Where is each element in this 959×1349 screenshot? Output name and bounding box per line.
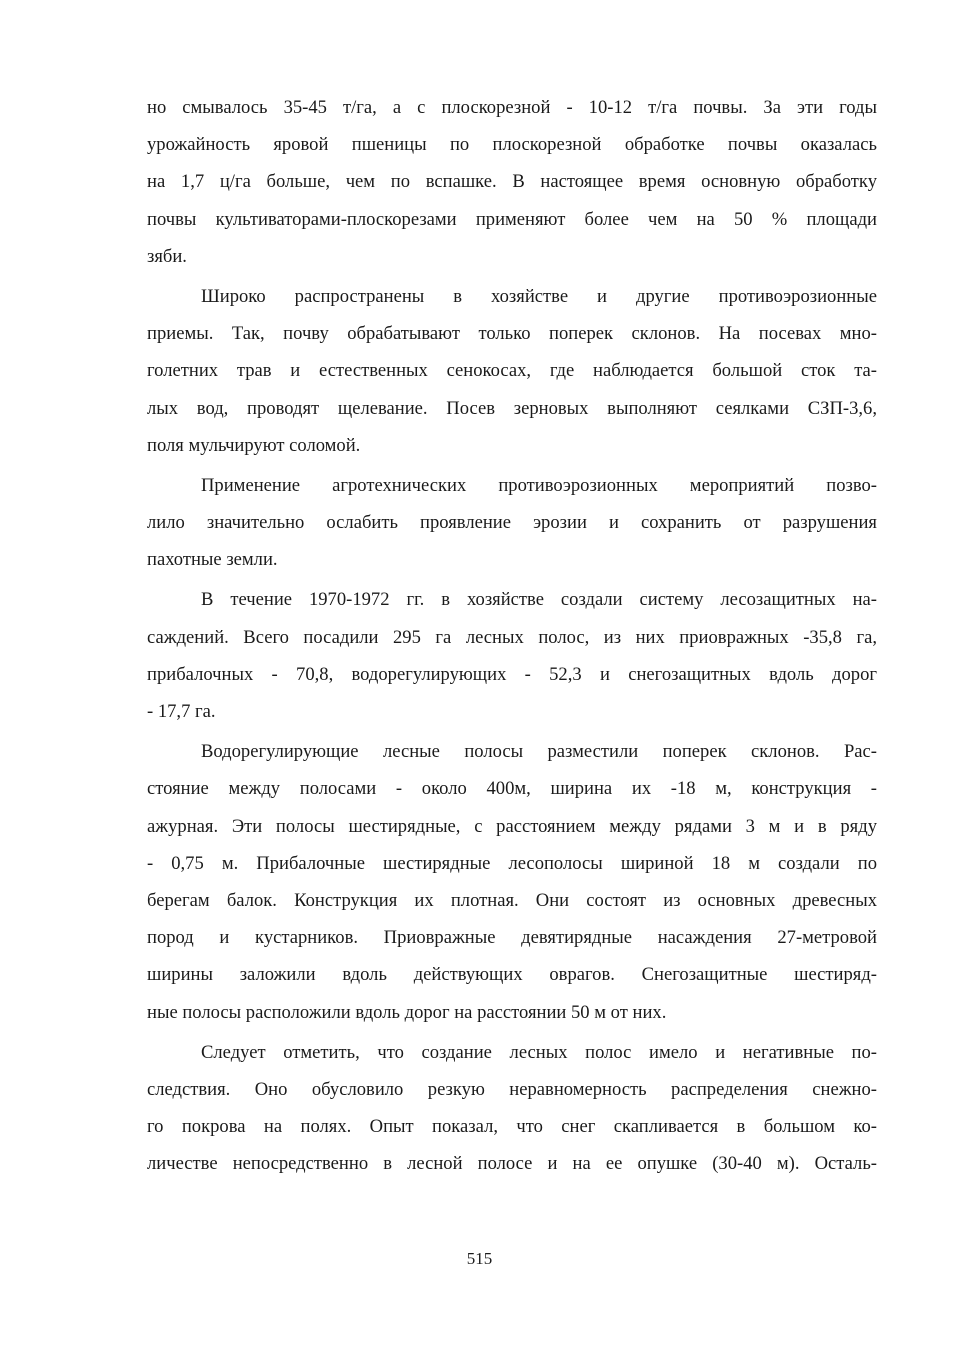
text-line: почвы культиваторами-плоскорезами применяют более чем на 50 % площади [147, 208, 877, 230]
text-line: стояние между полосами - около 400м, ширина их -18 м, конструкция - [147, 778, 877, 800]
text-line: зяби. [147, 245, 187, 267]
text-line: - 0,75 м. Прибалочные шестирядные лесополосы шириной 18 м создали по [147, 852, 877, 874]
text-line: голетних трав и естественных сенокосах, где наблюдается большой сток та- [147, 360, 877, 382]
text-line: на 1,7 ц/га больше, чем по вспашке. В настоящее время основную обработку [147, 171, 877, 193]
page-number: 515 [466, 1249, 493, 1268]
text-line: ные полосы расположили вдоль дорог на расстоянии 50 м от них. [147, 1001, 667, 1023]
text-line: лило значительно ослабить проявление эрозии и сохранить от разрушения [147, 512, 877, 534]
text-line: пахотные земли. [147, 549, 278, 571]
text-line: В течение 1970-1972 гг. в хозяйстве создали систему лесозащитных на- [201, 589, 877, 611]
text-line: берегам балок. Конструкция их плотная. Они состоят из основных древесных [147, 889, 877, 911]
text-line: следствия. Оно обусловило резкую неравномерность распределения снежно- [147, 1078, 877, 1100]
text-line: Применение агротехнических противоэрозионных мероприятий позво- [201, 474, 877, 496]
text-line: поля мульчируют соломой. [147, 434, 361, 456]
body-text [147, 89, 877, 1182]
text-line: саждений. Всего посадили 295 га лесных полос, из них приовражных -35,8 га, [147, 626, 877, 648]
text-line: пород и кустарников. Приовражные девятирядные насаждения 27-метровой [147, 927, 877, 949]
text-line: приемы. Так, почву обрабатывают только поперек склонов. На посевах мно- [147, 323, 877, 345]
text-line: урожайность яровой пшеницы по плоскорезной обработке почвы оказалась [147, 134, 877, 156]
text-line: Широко распространены в хозяйстве и другие противоэрозионные [201, 285, 877, 307]
text-line: но смывалось 35-45 т/га, а с плоскорезной - 10-12 т/га почвы. За эти годы [147, 97, 877, 118]
text-line: ширины заложили вдоль действующих оврагов. Снегозащитные шестиряд- [147, 964, 877, 986]
text-line: - 17,7 га. [147, 701, 216, 722]
text-line: ажурная. Эти полосы шестирядные, с расстоянием между рядами 3 м и в ряду [147, 815, 877, 837]
text-line: личестве непосредственно в лесной полосе и на ее опушке (30-40 м). Осталь- [147, 1153, 877, 1175]
text-line: Водорегулирующие лесные полосы разместили поперек склонов. Рас- [201, 741, 877, 763]
text-line: прибалочных - 70,8, водорегулирующих - 52,3 и снегозащитных вдоль дорог [147, 663, 877, 685]
text-line: Следует отметить, что создание лесных полос имело и негативные по- [201, 1041, 877, 1063]
text-line: лых вод, проводят щелевание. Посев зерновых выполняют сеялками СЗП-3,6, [147, 397, 877, 419]
text-line: го покрова на полях. Опыт показал, что снег скапливается в большом ко- [147, 1116, 877, 1138]
